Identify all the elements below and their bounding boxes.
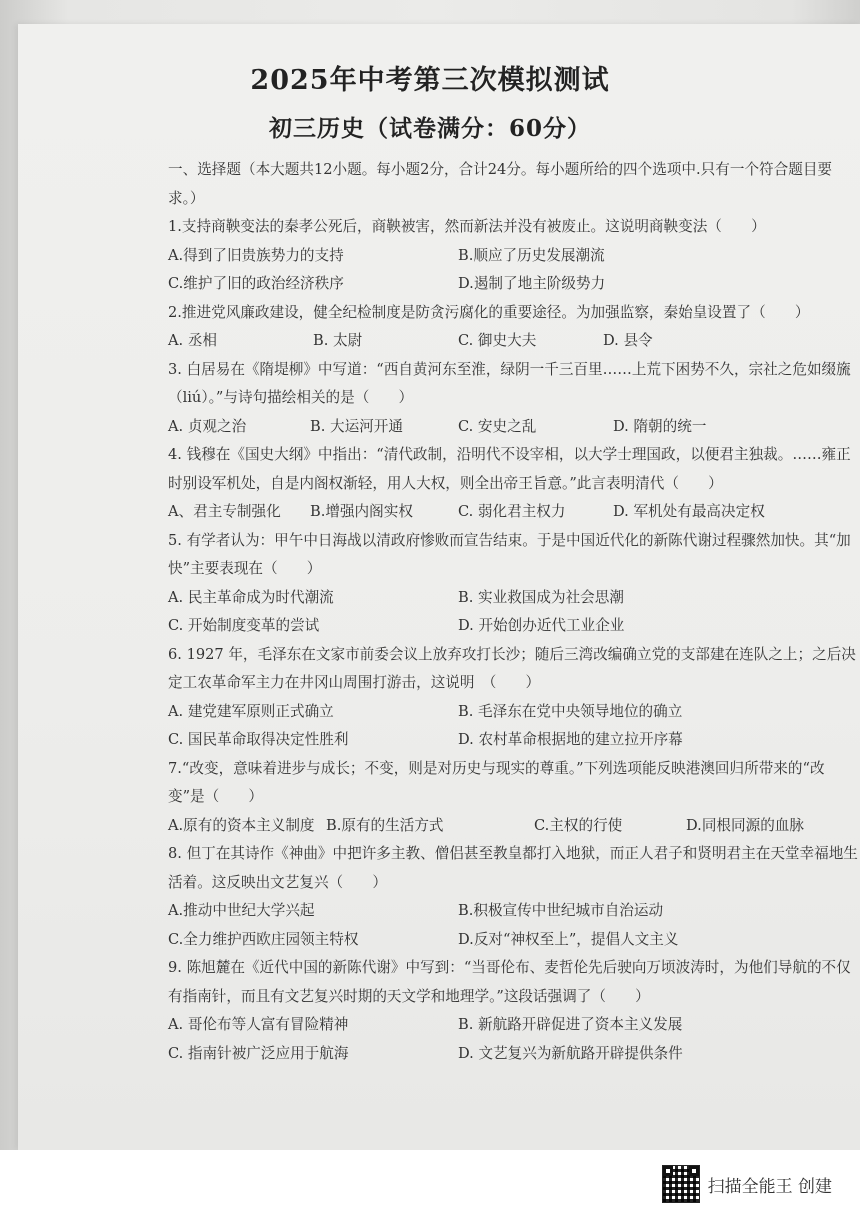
option: C.维护了旧的政治经济秩序	[168, 275, 344, 292]
option: A.推动中世纪大学兴起	[168, 902, 315, 919]
option: D.同根同源的血脉	[686, 816, 804, 834]
question-stem: 2.推进党风廉政建设，健全纪检制度是防贪污腐化的重要途径。为加强监察，秦始皇设置了（ ）	[168, 303, 810, 321]
question-stem: 3. 白居易在《隋堤柳》中写道：“西自黄河东至淮，绿阴一千三百里……上荒下困势不久，宗社之危如缀旒（liú）。”与诗句描绘相关的是（ ）	[168, 360, 851, 406]
option-row	[168, 413, 858, 442]
option-row	[168, 698, 858, 727]
option: C.主权的行使	[534, 816, 623, 834]
option: D. 文艺复兴为新航路开辟提供条件	[458, 1044, 683, 1062]
option: A、君主专制强化	[168, 503, 281, 520]
option: A.原有的资本主义制度	[168, 816, 315, 834]
option: D. 开始创办近代工业企业	[458, 617, 625, 634]
option-row	[168, 498, 858, 527]
option: D. 隋朝的统一	[613, 417, 707, 435]
option-row	[168, 1011, 858, 1040]
option: C. 开始制度变革的尝试	[168, 617, 320, 634]
question-stem: 7.“改变，意味着进步与成长；不变，则是对历史与现实的尊重。”下列选项能反映港澳回归所带来的“改变”是（ ）	[168, 759, 825, 805]
option-row	[168, 242, 858, 271]
question-stem: 5. 有学者认为：甲午中日海战以清政府惨败而宣告结束。于是中国近代化的新陈代谢过程骤然加快。其“加快”主要表现在（ ）	[168, 531, 851, 577]
question-stem: 6. 1927 年，毛泽东在文家市前委会议上放弃攻打长沙；随后三湾改编确立党的支部建在连队之上；之后决定工农革命军主力在井冈山周围打游击，这说明 （ ）	[168, 645, 856, 691]
option: C.全力维护西欧庄园领主特权	[168, 930, 359, 948]
option: A. 建党建军原则正式确立	[168, 702, 334, 720]
option: B. 太尉	[313, 332, 363, 349]
option: A.得到了旧贵族势力的支持	[168, 246, 344, 264]
exam-content	[168, 156, 858, 1068]
watermark-text: 扫描全能王 创建	[707, 1176, 832, 1197]
option-row	[168, 897, 858, 926]
option: D.反对“神权至上”，提倡人文主义	[458, 930, 679, 948]
option: B. 实业救国成为社会思潮	[458, 588, 624, 606]
question-stem: 4. 钱穆在《国史大纲》中指出：“清代政制，沿明代不设宰相，以大学士理国政，以便君主独裁。……雍正时别设军机处，自是内阁权渐轻，用人大权，则全出帝王旨意。”此言表明清代（ ）	[168, 446, 851, 492]
option: D. 县令	[603, 332, 653, 349]
option: B. 大运河开通	[310, 417, 403, 435]
option-row	[168, 327, 858, 356]
option: D. 农村革命根据地的建立拉开序幕	[458, 731, 683, 748]
question-stem: 9. 陈旭麓在《近代中国的新陈代谢》中写到：“当哥伦布、麦哲伦先后驶向万顷波涛时，为他们导航的不仅有指南针，而且有文艺复兴时期的天文学和地理学。”这段话强调了（ ）	[168, 959, 851, 1005]
option: C. 安史之乱	[458, 417, 537, 435]
option-row	[168, 812, 858, 841]
option: B.顺应了历史发展潮流	[458, 246, 605, 264]
exam-subtitle: 初三历史（试卷满分：60分）	[268, 115, 591, 142]
option: B.增强内阁实权	[310, 503, 413, 520]
option-row	[168, 584, 858, 613]
option: D. 军机处有最高决定权	[613, 503, 765, 520]
option-row	[168, 270, 858, 299]
option: B.原有的生活方式	[326, 816, 444, 834]
section-intro: 一、选择题（本大题共12小题。每小题2分，合计24分。每小题所给的四个选项中.只有一个符合题目要求。）	[168, 161, 833, 207]
option: B. 毛泽东在党中央领导地位的确立	[458, 702, 683, 720]
option: C. 指南针被广泛应用于航海	[168, 1044, 349, 1062]
option-row	[168, 926, 858, 955]
scanner-watermark	[662, 1165, 832, 1203]
option: A. 哥伦布等人富有冒险精神	[168, 1016, 349, 1033]
option: C. 弱化君主权力	[458, 503, 566, 520]
question-stem: 1.支持商鞅变法的秦孝公死后，商鞅被害，然而新法并没有被废止。这说明商鞅变法（ ）	[168, 218, 766, 235]
option-row	[168, 612, 858, 641]
option: C. 御史大夫	[458, 332, 537, 349]
option: B.积极宣传中世纪城市自治运动	[458, 902, 664, 919]
option: B. 新航路开辟促进了资本主义发展	[458, 1016, 683, 1033]
exam-title: 2025年中考第三次模拟测试	[250, 65, 610, 96]
option: A. 贞观之治	[168, 417, 247, 435]
option: A. 民主革命成为时代潮流	[168, 588, 334, 606]
option: A. 丞相	[168, 332, 218, 349]
qr-code-icon	[662, 1165, 700, 1203]
option: C. 国民革命取得决定性胜利	[168, 731, 349, 748]
option: D.遏制了地主阶级势力	[458, 275, 606, 292]
option-row	[168, 726, 858, 755]
option-row	[168, 1040, 858, 1069]
question-stem: 8. 但丁在其诗作《神曲》中把许多主教、僧侣甚至教皇都打入地狱，而正人君子和贤明君主在天堂幸福地生活着。这反映出文艺复兴（ ）	[168, 845, 858, 891]
